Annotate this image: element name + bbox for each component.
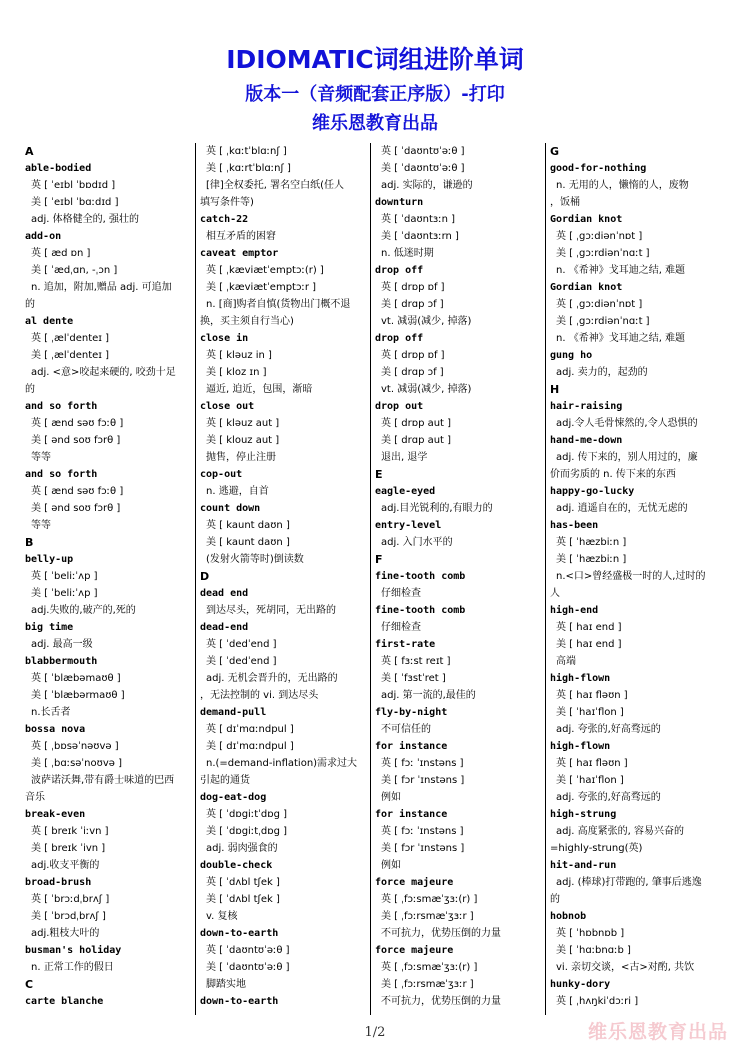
entry-line: n.长舌者 [31,707,71,718]
entry-line: 英 [ ˌkɑːtˈblɑːnʃ ] [206,146,287,157]
section-letter: F [375,553,383,566]
entry-line: adj. 最高一级 [31,639,93,650]
entry-line: n. 追加，附加,赠品 adj. 可追加 [31,282,172,293]
entry-continuation: 填写条件等) [200,197,254,208]
entry-line: n. 无用的人，懒惰的人，废物 [556,180,689,191]
entry-continuation: 的 [25,384,35,395]
entry-line: 美 [ ˌfɔːrsmæˈʒɜːr ] [381,979,474,990]
entry-line: 美 [ drɑp aut ] [381,435,452,446]
entry-line: 英 [ haɪ fləʊn ] [556,690,628,701]
headword: first-rate [375,639,436,650]
headword: al dente [25,316,74,327]
entry-line: (发射火箭等时)倒读数 [206,554,304,565]
page-title: IDIOMATIC词组进阶单词 [226,45,524,74]
entry-continuation: 人 [550,588,560,599]
column-divider [195,143,196,1015]
entry-line: adj. 入门水平的 [381,537,453,548]
entry-line: vi. 亲切交谈，<古>对酌, 共饮 [556,962,695,973]
headword: add-on [25,231,62,242]
entry-line: adj. 无机会晋升的，无出路的 [206,673,338,684]
headword: break-even [25,809,86,820]
headword: drop out [375,401,424,412]
entry-line: 美 [ breɪk ˈivn ] [31,843,106,854]
entry-continuation: 音乐 [25,792,45,803]
headword: fine-tooth comb [375,605,466,616]
entry-line: 抛售，停止注册 [206,452,276,463]
headword: cop-out [200,469,243,480]
headword: drop off [375,265,424,276]
entry-line: 美 [ drɑp ɔf ] [381,367,444,378]
entry-line: [律]全权委托, 署名空白纸(任人 [206,180,345,191]
entry-line: 美 [ ənd soʊ fɔrθ ] [31,503,121,514]
headword: close out [200,401,255,412]
headword: hit-and-run [550,860,617,871]
headword: caveat emptor [200,248,279,259]
headword: eagle-eyed [375,486,436,497]
entry-continuation: ，饭桶 [550,197,580,208]
entry-line: adj. 第一流的,最佳的 [381,690,476,701]
entry-line: 等等 [31,520,51,531]
entry-line: 英 [ breɪk ˈiːvn ] [31,826,109,837]
entry-line: adj. 高度紧张的, 容易兴奋的 [556,826,684,837]
entry-line: adj.失败的,破产的,死的 [31,605,136,616]
entry-line: 美 [ drɑp ɔf ] [381,299,444,310]
headword: bossa nova [25,724,86,735]
entry-line: 英 [ ˌgɔːdiənˈnɒt ] [556,299,643,310]
headword: dead-end [200,622,249,633]
entry-line: 美 [ kaunt daʊn ] [206,537,290,548]
entry-line: n.(=demand-inflation)需求过大 [206,758,358,769]
headword: force majeure [375,945,454,956]
entry-continuation: ，无法控制的 vi. 到达尽头 [200,690,319,701]
entry-line: 美 [ dɪˈmɑːndpul ] [206,741,294,752]
entry-line: adj.目光锐利的,有眼力的 [381,503,493,514]
entry-line: 美 [ ˌfɔːrsmæˈʒɜːr ] [381,911,474,922]
headword: broad-brush [25,877,92,888]
headword: happy-go-lucky [550,486,635,497]
headword: big time [25,622,74,633]
entry-line: 美 [ fɔr ˈɪnstəns ] [381,775,465,786]
entry-line: 英 [ ænd səʊ fɔːθ ] [31,418,124,429]
headword: blabbermouth [25,656,98,667]
entry-line: 相互矛盾的困窘 [206,231,276,242]
headword: able-bodied [25,163,92,174]
entry-line: 美 [ ˈdaʊntɜːrn ] [381,231,459,242]
entry-line: v. 复核 [206,911,238,922]
entry-line: 英 [ drɒp aut ] [381,418,452,429]
column-divider [545,143,546,1015]
entry-line: 英 [ drɒp ɒf ] [381,282,445,293]
entry-line: 英 [ ˈblæbəmaʊθ ] [31,673,121,684]
entry-line: 英 [ fɜːst reɪt ] [381,656,451,667]
entry-line: n. [商]购者自慎(货物出门概不退 [206,299,351,310]
entry-line: 英 [ ˌfɔːsmæˈʒɜː(r) ] [381,962,478,973]
headword: demand-pull [200,707,267,718]
entry-line: 英 [ ˈdaʊntʊˈəːθ ] [381,146,465,157]
entry-line: 美 [ klouz aut ] [206,435,280,446]
entry-line: 英 [ kaunt daʊn ] [206,520,290,531]
entry-line: 英 [ fɔː ˈɪnstəns ] [381,826,464,837]
entry-line: 美 [ ˈeɪbl ˈbɑːdɪd ] [31,197,119,208]
headword: high-end [550,605,599,616]
entry-line: 英 [ dɪˈmɑːndpul ] [206,724,294,735]
entry-line: n.<口>曾经盛极一时的人,过时的 [556,571,706,582]
entry-line: 英 [ ˌkæviætˈemptɔː(r) ] [206,265,324,276]
entry-line: 英 [ fɔː ˈɪnstəns ] [381,758,464,769]
entry-continuation: 换，买主须自行当心) [200,316,294,327]
entry-line: 美 [ ˌbɑːsəˈnoʊvə ] [31,758,122,769]
entry-line: adj. 夸张的,好高骛远的 [556,724,661,735]
watermark-logo: 维乐恩教育出品 [588,1021,729,1043]
entry-line: 波萨诺沃舞,带有爵士味道的巴西 [31,775,175,786]
entry-line: 英 [ ˈdaʊntʊˈəːθ ] [206,945,290,956]
entry-line: 仔细检查 [381,622,421,633]
entry-line: 英 [ haɪ end ] [556,622,622,633]
headword: and so forth [25,469,98,480]
headword: high-strung [550,809,617,820]
entry-line: 美 [ ˈædˌɑn, -ˌɔn ] [31,265,118,276]
headword: fine-tooth comb [375,571,466,582]
column-2 [200,143,370,1015]
entry-line: n. 逃避，自首 [206,486,269,497]
entry-line: 高端 [556,656,576,667]
entry-line: adj. 卖力的，起劲的 [556,367,648,378]
entry-line: n. 《希神》戈耳迪之结, 难题 [556,265,686,276]
entry-line: 美 [ ˈdʌbl tʃek ] [206,894,280,905]
entry-line: 英 [ ˈdedˈend ] [206,639,277,650]
entry-line: 英 [ æd ɒn ] [31,248,91,259]
headword: downturn [375,197,424,208]
headword: close in [200,333,249,344]
entry-line: adj. 传下来的，别人用过的，廉 [556,452,698,463]
entry-line: 逼近, 迫近，包围，渐暗 [206,384,313,395]
section-letter: D [200,570,210,583]
entry-line: 英 [ ˈhæzbiːn ] [556,537,627,548]
entry-continuation: =highly-strung(英) [550,843,643,854]
page-subtitle: 版本一（音频配套正序版）-打印 [245,84,505,105]
entry-line: 英 [ haɪ fləʊn ] [556,758,628,769]
entry-line: 美 [ ˈbeliːˈʌp ] [31,588,98,599]
entry-line: 美 [ ˌkɑːrtˈblɑːnʃ ] [206,163,291,174]
entry-line: 不可抗力，优势压倒的力量 [381,928,501,939]
entry-line: 到达尽头，死胡同，无出路的 [206,605,336,616]
headword: belly-up [25,554,74,565]
entry-line: vt. 减弱(减少, 掉落) [381,316,472,327]
headword: dog-eat-dog [200,792,267,803]
entry-line: 英 [ ˌgɔːdiənˈnɒt ] [556,231,643,242]
headword: hunky-dory [550,979,611,990]
column-1 [25,143,195,1015]
entry-line: 美 [ ˈdedˈend ] [206,656,277,667]
entry-line: 美 [ ˌgɔːrdiənˈnɑːt ] [556,316,650,327]
headword: hand-me-down [550,435,623,446]
entry-line: 美 [ ˈhaɪˈflon ] [556,707,624,718]
headword: down-to-earth [200,996,279,1007]
entry-line: 英 [ ˌælˈdenteɪ ] [31,333,110,344]
entry-line: 英 [ kləuz aut ] [206,418,280,429]
entry-line: n. 正常工作的假日 [31,962,114,973]
entry-line: 退出, 退学 [381,452,428,463]
entry-continuation: 的 [550,894,560,905]
entry-line: 美 [ ˌkæviætˈemptɔːr ] [206,282,317,293]
entry-line: n. 低迷时期 [381,248,434,259]
entry-line: 例如 [381,860,401,871]
entry-line: adj.收支平衡的 [31,860,100,871]
column-4 [550,143,725,1015]
entry-line: 英 [ ˈhɒbnɒb ] [556,928,625,939]
entry-line: 美 [ fɔr ˈɪnstəns ] [381,843,465,854]
headword: Gordian knot [550,282,623,293]
entry-line: 美 [ ˌgɔːrdiənˈnɑːt ] [556,248,650,259]
entry-line: adj.令人毛骨悚然的,令人恐惧的 [556,418,698,429]
entry-line: 英 [ ænd səʊ fɔːθ ] [31,486,124,497]
entry-line: 英 [ ˈbeliːˈʌp ] [31,571,98,582]
entry-line: 美 [ ˈhaɪˈflon ] [556,775,624,786]
entry-line: 仔细检查 [381,588,421,599]
headword: double-check [200,860,273,871]
section-letter: G [550,145,560,158]
entry-line: 美 [ ˌælˈdenteɪ ] [31,350,110,361]
headword: gung ho [550,350,593,361]
entry-line: 美 [ ənd soʊ fɔrθ ] [31,435,121,446]
headword: catch-22 [200,214,249,225]
entry-line: 美 [ ˈhæzbiːn ] [556,554,627,565]
entry-line: 美 [ kloz ɪn ] [206,367,267,378]
headword: high-flown [550,741,611,752]
entry-line: 英 [ drɒp ɒf ] [381,350,445,361]
section-letter: C [25,978,34,991]
page-number: 1/2 [364,1025,386,1040]
headword: good-for-nothing [550,163,647,174]
entry-line: 美 [ haɪ end ] [556,639,622,650]
entry-line: 英 [ kləuz in ] [206,350,272,361]
headword: count down [200,503,261,514]
headword: drop off [375,333,424,344]
entry-line: n. 《希神》戈耳迪之结, 难题 [556,333,686,344]
entry-line: 英 [ ˌfɔːsmæˈʒɜː(r) ] [381,894,478,905]
entry-line: 脚踏实地 [206,979,246,990]
entry-line: adj. <意>咬起来硬的, 咬劲十足 [31,367,176,378]
entry-line: 英 [ ˈbrɔːdˌbrʌʃ ] [31,894,110,905]
entry-line: vt. 减弱(减少, 掉落) [381,384,472,395]
entry-line: 英 [ ˌbɒsəˈnəʊvə ] [31,741,119,752]
entry-line: 美 [ ˈdaʊntʊˈəːθ ] [206,962,290,973]
entry-line: adj.粗枝大叶的 [31,928,100,939]
entry-line: 不可信任的 [381,724,431,735]
entry-line: 美 [ ˈfɜstˈret ] [381,673,446,684]
headword: high-flown [550,673,611,684]
column-3 [375,143,545,1015]
entry-line: adj. 体格健全的, 强壮的 [31,214,139,225]
headword: for instance [375,741,448,752]
entry-line: 美 [ ˈblæbərmaʊθ ] [31,690,125,701]
headword: hair-raising [550,401,623,412]
headword: fly-by-night [375,707,448,718]
entry-line: 等等 [31,452,51,463]
entry-line: 英 [ ˈeɪbl ˈbɒdɪd ] [31,180,116,191]
entry-line: 美 [ ˈdɒgiːtˌdɒg ] [206,826,287,837]
headword: and so forth [25,401,98,412]
headword: carte blanche [25,996,104,1007]
entry-line: adj. 实际的，谦逊的 [381,180,473,191]
entry-line: 英 [ ˈdʌbl tʃek ] [206,877,280,888]
headword: dead end [200,588,249,599]
headword: busman's holiday [25,945,122,956]
section-letter: H [550,383,560,396]
entry-line: adj. (棒球)打带跑的, 肇事后逃逸 [556,877,702,888]
headword: for instance [375,809,448,820]
headword: Gordian knot [550,214,623,225]
section-letter: A [25,145,34,158]
entry-line: 英 [ ˈdɒgiːtˈdɒg ] [206,809,287,820]
section-letter: B [25,536,34,549]
entry-continuation: 价而劣质的 n. 传下来的东西 [550,469,676,480]
entry-line: adj. 夸张的,好高骛远的 [556,792,661,803]
headword: has-been [550,520,599,531]
entry-line: 美 [ ˈdaʊntʊˈəːθ ] [381,163,465,174]
headword: entry-level [375,520,442,531]
entry-line: 美 [ ˈhɑːbnɑːb ] [556,945,631,956]
publisher-line: 维乐恩教育出品 [312,113,438,134]
entry-continuation: 引起的通货 [200,775,250,786]
entry-line: adj. 逍遥自在的，无忧无虑的 [556,503,688,514]
entry-line: 英 [ ˈdaʊntɜːn ] [381,214,456,225]
headword: force majeure [375,877,454,888]
headword: hobnob [550,911,587,922]
column-divider [370,143,371,1015]
entry-line: 美 [ ˈbrɔdˌbrʌʃ ] [31,911,106,922]
entry-line: 英 [ ˌhʌŋkiˈdɔːri ] [556,996,639,1007]
entry-continuation: 的 [25,299,35,310]
entry-line: adj. 弱肉强食的 [206,843,278,854]
entry-line: 不可抗力，优势压倒的力量 [381,996,501,1007]
section-letter: E [375,468,383,481]
entry-line: 例如 [381,792,401,803]
headword: down-to-earth [200,928,279,939]
